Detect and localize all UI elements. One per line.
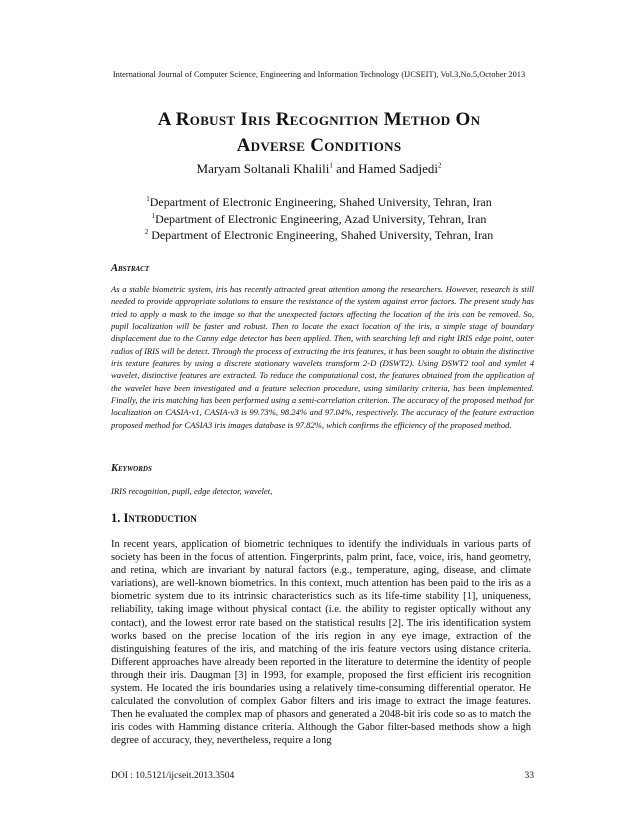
paper-title	[60, 107, 578, 159]
author-2-name: Hamed Sadjedi	[358, 161, 438, 176]
affiliation-2	[0, 211, 638, 228]
author-conjunction: and	[332, 161, 359, 176]
author-list	[0, 161, 638, 177]
affiliation-1-text: Department of Electronic Engineering, Shahed University, Tehran, Iran	[149, 195, 492, 209]
affiliation-2-text: Department of Electronic Engineering, Azad University, Tehran, Iran	[155, 211, 487, 226]
affiliation-3-mark: 2	[144, 228, 149, 236]
abstract-body: As a stable biometric system, iris has recently attracted great attention among the researchers. However, research is still needed to provide appropriate solutions to ensure the resistance of the system against error factors. The present study has tried to apply a mask to the image so that the unexpected factors affecting the location of the iris can be removed. So, pupil localization will be faster and robust. Then to locate the exact location of the iris, a simple stage of boundary displacement due to the Canny edge detector has been applied. Then, with searching left and right IRIS edge point, outer radios of IRIS will be detect. Through the process of extracting the iris features, it has been sought to obtain the distinctive iris texture features by using a discrete stationary wavelets transform 2-D (DSWT2). Using DSWT2 tool and symlet 4 wavelet, distinctive features are extracted. To reduce the computational cost, the features obtained from the application of the wavelet have been investigated and a feature selection procedure, using similarity criteria, has been implemented. Finally, the iris matching has been performed using a semi-correlation criterion. The accuracy of the proposed method for localization on CASIA-v1, CASIA-v3 is 99.73%, 98.24% and 97.04%, respectively. The accuracy of the feature extraction proposed method for CASIA3 iris images database is 97.82%, which confirms the efficiency of the proposed method.	[111, 284, 534, 430]
affiliation-1-mark: 1	[146, 195, 150, 203]
affiliation-3-text: Department of Electronic Engineering, Shahed University, Tehran, Iran	[148, 228, 494, 242]
author-1-name: Maryam Soltanali Khalili	[196, 161, 330, 176]
affiliation-2-mark: 1	[151, 211, 156, 220]
abstract-heading: Abstract	[111, 263, 150, 274]
keywords-heading: Keywords	[111, 463, 152, 474]
introduction-heading: 1. Introduction	[111, 511, 197, 525]
keywords-body: IRIS recognition, pupil, edge detector, wavelet,	[111, 486, 273, 496]
affiliations	[0, 194, 638, 244]
introduction-body: In recent years, application of biometric techniques to identify the individuals in various parts of society has been in the focus of attention. Fingerprints, palm print, face, voice, iris, hand geometry, and retina, which are invariant by natural factors (e.g., temperature, aging, disease, and climate variations), are well-known biometrics. In this context, much attention has been paid to the iris as a biometric system due to its intrinsic characteristics such as its life-time stability [1], uniqueness, reliability, taking image without physical contact (i.e. the ability to register optically without any contact), and the lowest error rate based on the statistical results [2]. The iris identification system works based on the precise location of the iris region in any eye image, extraction of the distinguishing features of the iris, and matching of the iris feature vectors using distance criteria. Different approaches have already been reported in the literature to determine the identity of people through their iris. Daugman [3] in 1993, for example, proposed the first efficient iris recognition system. He located the iris boundaries using a relatively time-consuming differential operator. He calculated the convolution of complex Gabor filters and iris image to extract the image features. Then he evaluated the complex map of phasors and generated a 2048-bit iris code so as to match the iris codes with Hamming distance criteria. Although the Gabor filter-based methods show a high degree of accuracy, they, nevertheless, require a long	[111, 539, 531, 747]
author-2-affiliation-mark: 2	[437, 161, 442, 170]
affiliation-3	[0, 227, 638, 244]
affiliation-1	[0, 194, 638, 211]
title-line-2: Adverse Conditions	[236, 135, 402, 156]
footer-doi: DOI : 10.5121/ijcseit.2013.3504	[111, 771, 235, 781]
author-1-affiliation-mark: 1	[329, 161, 333, 170]
title-line-1: A Robust Iris Recognition Method On	[157, 109, 481, 130]
footer-page-number: 33	[524, 771, 534, 781]
journal-header: International Journal of Computer Science, Engineering and Information Technology (IJCSEIT), Vol.3,No.5,October 2013	[112, 70, 526, 79]
